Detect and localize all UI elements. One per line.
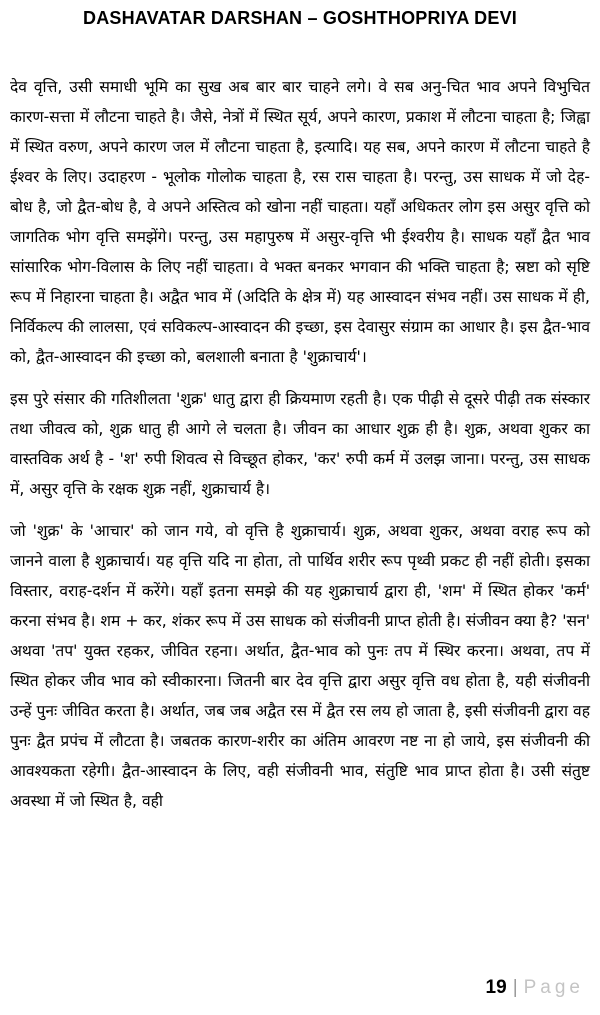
page-label: Page (523, 977, 584, 998)
paragraph-2: इस पुरे संसार की गतिशीलता 'शुक्र' धातु द्वारा ही क्रियमाण रहती है। एक पीढ़ी से दूसरे पीढ़ी तक संस्कार तथा जीवत्व को, शुक्र धातु ही आगे ले चलता है। जीवन का आधार शुक्र ही है। शुक्र, अथवा शुकर का वास्तविक अर्थ है - 'श' रुपी शिवत्व से विच्छूत होकर, 'कर' रुपी कर्म में उलझ जाना। परन्तु, उस साधक में, असुर वृत्ति के रक्षक शुक्र नहीं, शुक्राचार्य है। (10, 390, 590, 498)
page-separator: | (512, 977, 518, 998)
page-footer (486, 977, 584, 999)
page-number: 19 (485, 977, 507, 998)
paragraph-3: जो 'शुक्र' के 'आचार' को जान गये, वो वृत्ति है शुक्राचार्य। शुक्र, अथवा शुकर, अथवा वराह रूप को जानने वाला है शुक्राचार्य। यह वृत्ति यदि ना होता, तो पार्थिव शरीर रूप पृथ्वी प्रकट ही नहीं होती। इसका विस्तार, वराह-दर्शन में करेंगे। यहाँ इतना समझे की यह शुक्राचार्य द्वारा ही, 'शम' में स्थित होकर 'कर्म' करना संभव है। शम + कर, शंकर रूप में उस साधक को संजीवनी प्राप्त होती है। संजीवन क्या है? 'सन' अथवा 'तप' युक्त रहकर, जीवित रहना। अर्थात, द्वैत-भाव को पुनः तप में स्थिर करना। अथवा, तप में स्थित होकर जीव भाव को स्वीकारना। जितनी बार देव वृत्ति द्वारा असुर वृत्ति वध होता है, यही संजीवनी उन्हें पुनः जीवित करता है। अर्थात, जब जब अद्वैत रस में द्वैत रस लय हो जाता है, इसी संजीवनी द्वारा वह पुनः द्वैत प्रपंच में लौटता है। जबतक कारण-शरीर का अंतिम आवरण नष्ट ना हो जाये, इस संजीवनी की आवश्यकता रहेगी। द्वैत-आस्वादन के लिए, वही संजीवनी भाव, संतुष्टि भाव प्राप्त होता है। उसी संतुष्ट अवस्था में जो स्थित है, वही (10, 522, 590, 810)
paragraph-1: देव वृत्ति, उसी समाधी भूमि का सुख अब बार बार चाहने लगे। वे सब अनु-चित भाव अपने विभुचित कारण-सत्ता में लौटना चाहते है। जैसे, नेत्रों में स्थित सूर्य, अपने कारण, प्रकाश में लौटना चाहता है; जिह्वा में स्थित वरुण, अपने कारण जल में लौटना चाहता है, इत्यादि। यह सब, अपने कारण में लौटना चाहते है ईश्वर के लिए। उदाहरण - भूलोक गोलोक चाहता है, रस रास चाहता है। परन्तु, उस साधक में जो देह-बोध है, जो द्वैत-बोध है, वे अपने अस्तित्व को खोना नहीं चाहता। यहाँ अधिकतर लोग इस असुर वृत्ति को जागतिक भोग वृत्ति समझेंगे। परन्तु, उस महापुरुष में असुर-वृत्ति भी ईश्वरीय है। साधक यहाँ द्वैत भाव सांसारिक भोग-विलास के लिए नहीं चाहता। वे भक्त बनकर भगवान की भक्ति चाहता है; स्रष्टा को सृष्टि रूप में निहारना चाहता है। अद्वैत भाव में (अदिति के क्षेत्र में) यह आस्वादन संभव नहीं। उस साधक में ही, निर्विकल्प की लालसा, एवं सविकल्प-आस्वादन की इच्छा, इस देवासुर संग्राम का आधार है। इस द्वैत-भाव को, द्वैत-आस्वादन की इच्छा को, बलशाली बनाता है 'शुक्राचार्य'। (10, 78, 590, 366)
page-header-title: DASHAVATAR DARSHAN – GOSHTHOPRIYA DEVI (83, 8, 517, 28)
page-body (10, 72, 590, 816)
